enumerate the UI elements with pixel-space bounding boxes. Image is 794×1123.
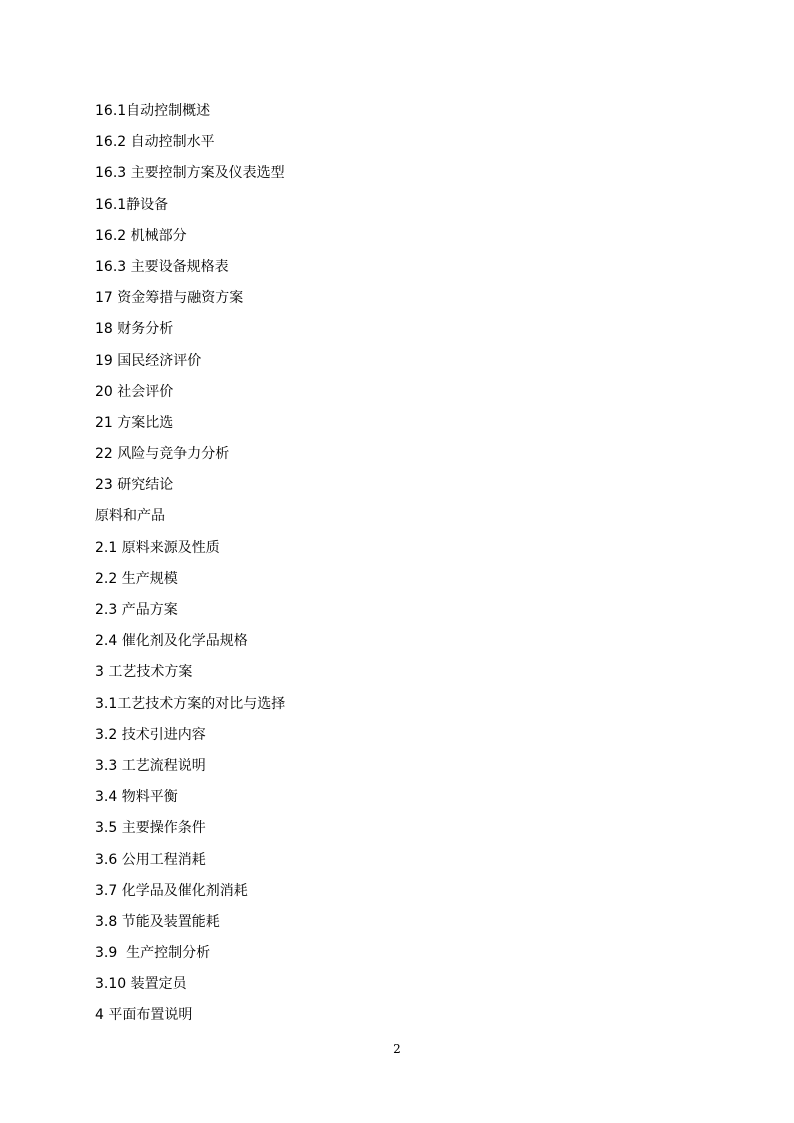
toc-item: 2.1 原料来源及性质 [95,539,220,556]
toc-item: 20 社会评价 [95,383,174,400]
toc-item: 16.2 自动控制水平 [95,134,215,151]
toc-item: 3.1工艺技术方案的对比与选择 [95,695,286,712]
toc-item: 23 研究结论 [95,477,174,494]
toc-item: 17 资金筹措与融资方案 [95,290,244,307]
toc-item: 原料和产品 [95,508,165,525]
toc-item: 3.7 化学品及催化剂消耗 [95,882,248,899]
page-number: 2 [393,1042,401,1056]
toc-item: 3.8 节能及装置能耗 [95,913,220,930]
toc-item: 4 平面布置说明 [95,1007,193,1024]
toc-item: 3.2 技术引进内容 [95,726,206,743]
toc-item: 3.10 装置定员 [95,976,187,993]
toc-item: 3.4 物料平衡 [95,789,178,806]
toc-item: 22 风险与竞争力分析 [95,446,230,463]
toc-item: 2.2 生产规模 [95,570,178,587]
toc-item: 3.5 主要操作条件 [95,820,206,837]
toc-item: 2.3 产品方案 [95,602,178,618]
toc-item: 2.4 催化剂及化学品规格 [95,633,248,650]
toc-item: 16.3 主要控制方案及仪表选型 [95,165,285,182]
toc-item: 3.6 公用工程消耗 [95,851,206,868]
table-of-contents [95,98,715,1034]
toc-item: 16.1静设备 [95,196,169,213]
toc-item: 19 国民经济评价 [95,352,202,369]
toc-item: 16.3 主要设备规格表 [95,258,229,275]
toc-item: 3.9 生产控制分析 [95,945,211,962]
toc-item: 3.3 工艺流程说明 [95,757,206,774]
toc-item: 16.2 机械部分 [95,227,187,244]
toc-item: 3 工艺技术方案 [95,664,193,681]
toc-item: 21 方案比选 [95,414,174,431]
toc-item: 18 财务分析 [95,321,174,338]
toc-item: 16.1自动控制概述 [95,103,211,119]
